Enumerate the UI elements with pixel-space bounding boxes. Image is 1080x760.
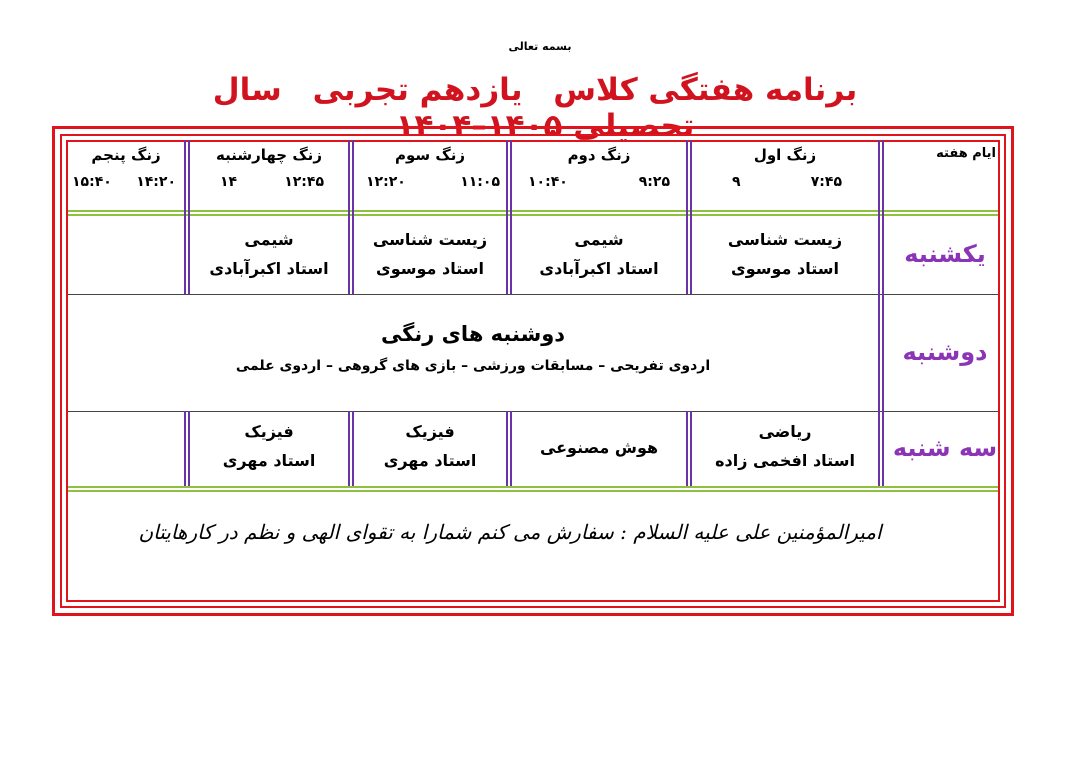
class-cell [190,230,348,278]
teacher: استاد مهری [222,451,316,470]
period-end: ۹ [732,174,741,190]
teacher: استاد مهری [383,451,477,470]
subject: هوش مصنوعی [539,438,659,457]
period-start: ۷:۴۵ [810,174,842,190]
period-title: زنگ دوم [567,146,631,164]
days-header: ایام هفته [936,146,996,161]
period-end: ۱۰:۴۰ [528,174,568,190]
title-part-grade: یازدهم تجربی [312,72,523,108]
period-header-5 [68,146,184,210]
teacher: استاد اکبرآبادی [209,259,329,278]
subject: زیست شناسی [727,230,843,249]
teacher: استاد موسوی [731,259,839,278]
subject: زیست شناسی [372,230,488,249]
period-title: زنگ پنجم [91,146,161,164]
header-row-separator [68,210,998,216]
title-part-class: برنامه هفتگی کلاس [553,72,858,108]
teacher: استاد اکبرآبادی [539,259,659,278]
teacher: استاد موسوی [376,259,484,278]
period-start: ۱۴:۲۰ [136,174,176,190]
period-start: ۱۱:۰۵ [460,174,500,190]
subject: فیزیک [405,422,455,441]
class-cell [190,422,348,470]
title-part-year: سال تحصیلی ۱۴۰۵–۱۴۰۴ [212,72,695,144]
period-title: زنگ چهارشنبه [216,146,322,164]
subject: شیمی [244,230,294,249]
subject: ریاضی [758,422,812,441]
class-cell [354,230,506,278]
period-header-2 [512,146,686,210]
class-cell [692,422,878,470]
period-end: ۱۴ [220,174,238,190]
period-title: زنگ سوم [395,146,465,164]
class-cell [512,230,686,278]
period-title: زنگ اول [753,146,817,164]
period-end: ۱۲:۲۰ [366,174,406,190]
period-start: ۱۲:۴۵ [284,174,324,190]
row-separator [68,411,998,412]
day-label-sunday: یکشنبه [904,240,986,268]
class-cell [512,438,686,457]
day-label-tuesday: سه شنبه [892,434,998,462]
period-start: ۹:۲۵ [638,174,670,190]
period-header-4 [190,146,348,210]
footer-quote: امیرالمؤمنین علی علیه السلام : سفارش می کنم شمارا به تقوای الهی و نظم در کارهایتان [138,520,882,544]
subject: شیمی [574,230,624,249]
period-header-3 [354,146,506,210]
merged-activity-cell [68,322,878,374]
bismillah-heading: بسمه تعالی [508,40,572,53]
subject: فیزیک [244,422,294,441]
class-cell [692,230,878,278]
merged-subtitle: اردوی تفریحی – مسابقات ورزشی – بازی های گروهی – اردوی علمی [235,358,711,374]
period-end: ۱۵:۴۰ [72,174,112,190]
merged-title: دوشنبه های رنگی [380,322,566,346]
row-separator [68,294,998,295]
period-header-1 [692,146,878,210]
teacher: استاد افخمی زاده [715,451,855,470]
day-column-separator [878,140,884,486]
class-cell [354,422,506,470]
day-label-monday: دوشنبه [902,338,988,366]
table-bottom-separator [68,486,998,492]
